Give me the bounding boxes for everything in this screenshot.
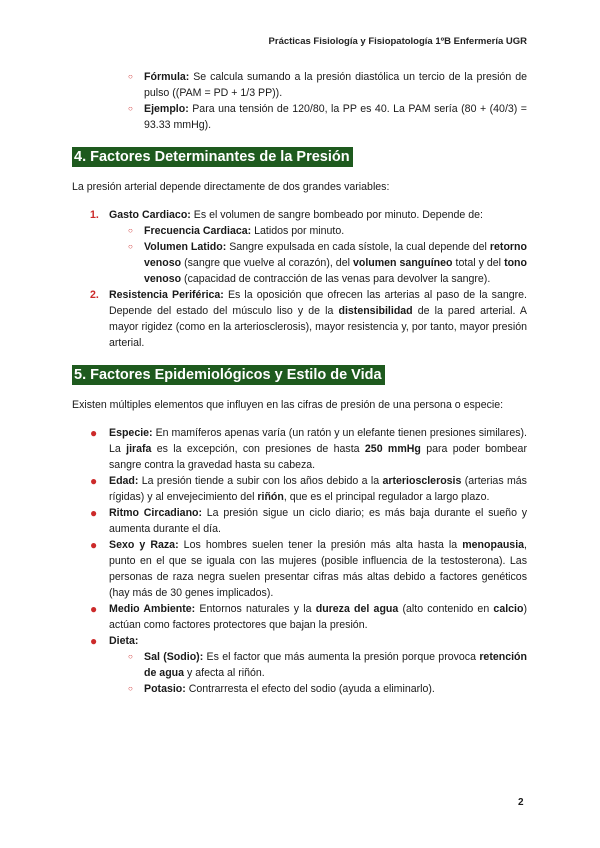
list-item: ● Medio Ambiente: Entornos naturales y la dureza del agua (alto contenido en calcio) actúan como factores protectores que bajan la presión.	[90, 602, 527, 631]
list-item: ● Especie: En mamíferos apenas varía (un ratón y un elefante tienen presiones similares). La jirafa es la excepción, con presiones de hasta 250 mmHg para poder bombear sangre contra la gravedad hasta su cabeza.	[90, 426, 527, 471]
list-item: ○ Sal (Sodio): Es el factor que más aumenta la presión porque provoca retención de agua y afecta al riñón.	[128, 651, 527, 679]
list-item: ○ Fórmula: Se calcula sumando a la presión diastólica un tercio de la presión de pulso ((PAM = PD + 1/3 PP)).	[128, 71, 527, 99]
page-header: Prácticas Fisiología y Fisiopatología 1ºB Enfermería UGR	[268, 36, 527, 47]
list-item: ● Ritmo Circadiano: La presión sigue un ciclo diario; es más baja durante el sueño y aumenta durante el día.	[90, 506, 528, 535]
circle-bullet-icon: ○	[128, 652, 133, 661]
epidemiological-list	[72, 425, 527, 697]
section-intro: La presión arterial depende directamente de dos grandes variables:	[72, 181, 390, 193]
formula-list	[72, 69, 527, 133]
bullet-icon: ●	[90, 538, 98, 552]
list-number: 1.	[90, 209, 99, 221]
list-item: ● Edad: La presión tiende a subir con los años debido a la arteriosclerosis (arterias más rígidas) y al envejecimiento del riñón, que es el principal regulador a largo plazo.	[90, 474, 527, 503]
list-item: 1. Gasto Cardiaco: Es el volumen de sangre bombeado por minuto. Depende de:	[90, 209, 483, 221]
bullet-icon: ●	[90, 426, 98, 440]
list-item: ○ Ejemplo: Para una tensión de 120/80, la PP es 40. La PAM sería (80 + (40/3) = 93.33 mmHg).	[128, 103, 527, 131]
list-item: 2. Resistencia Periférica: Es la oposición que ofrecen las arterias al paso de la sangre. Depende del estado del músculo liso y de la distensibilidad de la pared arterial. A mayor rigidez (como en la arteriosclerosis), mayor resistencia y, por tanto, mayor presión arterial.	[90, 289, 527, 349]
circle-bullet-icon: ○	[128, 242, 133, 251]
determinants-list	[72, 207, 527, 351]
page-content	[72, 69, 527, 697]
bullet-icon: ●	[90, 474, 98, 488]
circle-bullet-icon: ○	[128, 72, 133, 81]
list-item: ● Sexo y Raza: Los hombres suelen tener la presión más alta hasta la menopausia, punto en el que se iguala con las mujeres (posible influencia de la testosterona). Las personas de raza negra suelen presentar cifras más altas debido a factores genéticos (hay más de 30 genes implicados).	[90, 538, 527, 599]
list-number: 2.	[90, 289, 99, 301]
circle-bullet-icon: ○	[128, 104, 133, 113]
page-number: 2	[518, 797, 524, 808]
section-heading: 5. Factores Epidemiológicos y Estilo de Vida	[72, 365, 385, 385]
list-item: ○ Potasio: Contrarresta el efecto del sodio (ayuda a eliminarlo).	[128, 683, 435, 695]
circle-bullet-icon: ○	[128, 684, 133, 693]
list-item: ○ Volumen Latido: Sangre expulsada en cada sístole, la cual depende del retorno venoso (sangre que vuelve al corazón), del volumen sanguíneo total y del tono venoso (capacidad de contracción de las venas para devolver la sangre).	[128, 241, 528, 285]
bullet-icon: ●	[90, 634, 98, 648]
bullet-icon: ●	[90, 602, 98, 616]
list-item: ○ Frecuencia Cardiaca: Latidos por minuto.	[128, 225, 345, 237]
section-heading: 4. Factores Determinantes de la Presión	[72, 147, 353, 167]
circle-bullet-icon: ○	[128, 226, 133, 235]
bullet-icon: ●	[90, 506, 98, 520]
section-intro: Existen múltiples elementos que influyen en las cifras de presión de una persona o especie:	[72, 399, 504, 411]
list-item: ● Dieta:	[90, 634, 139, 648]
